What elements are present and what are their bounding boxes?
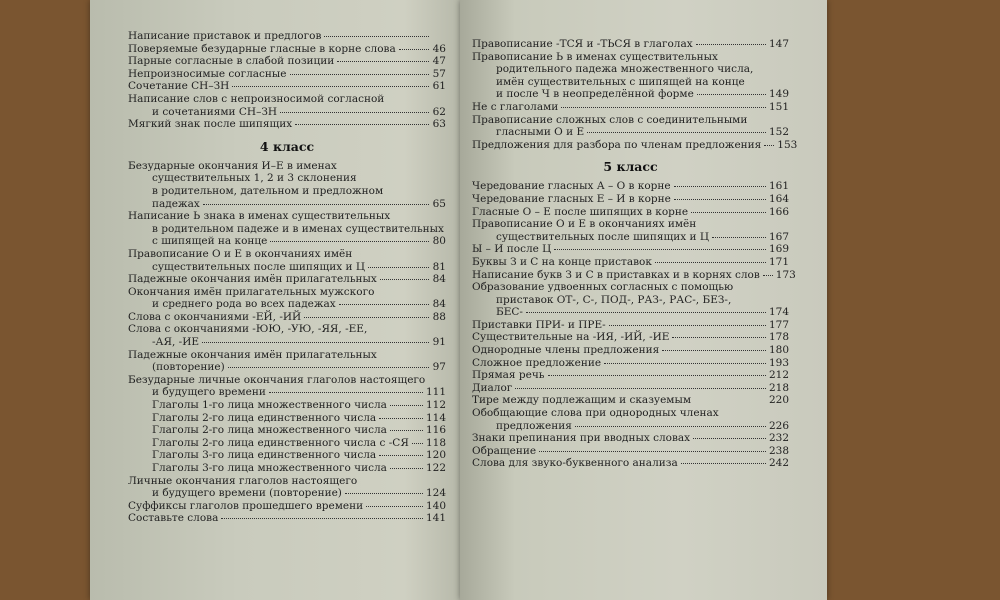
toc-entry xyxy=(128,374,446,399)
toc-entry xyxy=(128,475,446,500)
toc-entry xyxy=(128,248,446,273)
toc-entry xyxy=(472,319,789,332)
page-number: 212 xyxy=(768,369,789,382)
toc-entry-line: Обращение xyxy=(472,444,537,457)
toc-entry xyxy=(128,500,446,513)
dot-leader xyxy=(539,451,766,452)
toc-entry-last-line xyxy=(472,206,789,219)
dot-leader xyxy=(575,426,766,427)
toc-entry-line: родительного падежа множественного числа, xyxy=(496,63,754,76)
dot-leader xyxy=(368,267,429,268)
page-number: 151 xyxy=(768,100,789,113)
toc-entry-last-line xyxy=(128,198,446,211)
toc-entry-line: и будущего времени (повторение) xyxy=(152,487,342,500)
toc-entry-line: Безударные личные окончания глаголов настоящего xyxy=(128,373,426,386)
toc-entry xyxy=(128,210,446,248)
left-top-entries xyxy=(128,30,446,131)
page-number: 116 xyxy=(425,424,446,437)
toc-entry-line: Суффиксы глаголов прошедшего времени xyxy=(128,499,364,512)
dot-leader xyxy=(561,107,766,108)
toc-entry xyxy=(128,323,446,348)
page-number: 232 xyxy=(768,432,789,445)
toc-entry xyxy=(472,382,789,395)
toc-entry-last-line xyxy=(128,311,446,324)
toc-entry-last-line xyxy=(472,457,789,470)
dot-leader xyxy=(290,74,430,75)
dot-leader xyxy=(696,44,766,45)
dot-leader xyxy=(228,367,429,368)
toc-entry xyxy=(128,80,446,93)
page-number: 114 xyxy=(425,411,446,424)
page-number: 171 xyxy=(768,255,789,268)
toc-entry-last-line xyxy=(128,412,446,425)
toc-entry-last-line xyxy=(472,394,789,407)
toc-entry xyxy=(472,38,789,51)
toc-entry-last-line xyxy=(472,420,789,433)
toc-entry-last-line xyxy=(472,319,789,332)
toc-entry-line: Правописание сложных слов с соединительными xyxy=(472,113,748,126)
toc-entry-last-line xyxy=(128,512,446,525)
toc-entry-line: Написание слов с непроизносимой согласной xyxy=(128,92,385,105)
toc-entry-line: Глаголы 2-го лица единственного числа xyxy=(152,411,377,424)
toc-entry-line: Глаголы 2-го лица единственного числа с -СЯ xyxy=(152,436,409,449)
toc-entry-line: БЕС- xyxy=(496,306,523,319)
toc-entry-line: Правописание О и Е в окончаниях имён xyxy=(472,218,697,231)
toc-entry-last-line xyxy=(472,445,789,458)
toc-entry-last-line xyxy=(128,68,446,81)
page-number: 141 xyxy=(425,512,446,525)
dot-leader xyxy=(554,249,766,250)
page-number: 178 xyxy=(768,331,789,344)
page-number: 167 xyxy=(768,230,789,243)
toc-entry-line: Непроизносимые согласные xyxy=(128,67,287,80)
toc-entry-last-line xyxy=(128,261,446,274)
page-number: 88 xyxy=(432,310,446,323)
page-number: 84 xyxy=(432,273,446,286)
dot-leader xyxy=(345,493,423,494)
dot-leader xyxy=(712,237,766,238)
page-number: 122 xyxy=(425,462,446,474)
toc-entry-line: Правописание -ТСЯ и -ТЬСЯ в глаголах xyxy=(472,38,693,50)
toc-entry xyxy=(472,114,789,139)
toc-entry-last-line xyxy=(128,336,446,349)
toc-entry-last-line xyxy=(472,231,789,244)
toc-entry-line: Тире между подлежащим и сказуемым xyxy=(472,394,691,407)
toc-entry-last-line xyxy=(472,268,796,282)
page-number: 242 xyxy=(768,457,789,470)
toc-entry xyxy=(128,349,446,374)
toc-entry-line: и сочетаниями СН–ЗН xyxy=(152,105,278,118)
page-number: 164 xyxy=(768,192,789,205)
toc-entry-line: Буквы З и С на конце приставок xyxy=(472,255,652,268)
toc-entry xyxy=(128,512,446,525)
toc-entry-last-line xyxy=(472,306,789,319)
page-number: 152 xyxy=(768,126,789,139)
toc-entry xyxy=(472,369,789,382)
toc-entry-line: Диалог xyxy=(472,381,513,394)
page-number: 61 xyxy=(432,80,446,93)
toc-entry-line: Мягкий знак после шипящих xyxy=(128,118,293,131)
toc-entry-line: Глаголы 3-го лица единственного числа xyxy=(152,449,377,462)
toc-entry-line: Слова с окончаниями -ЮЮ, -УЮ, -ЯЯ, -ЕЕ, xyxy=(128,323,368,336)
toc-entry xyxy=(472,331,789,344)
toc-entry-line: предложения xyxy=(496,419,572,432)
toc-entry-line: Падежные окончания имён прилагательных xyxy=(128,273,377,286)
toc-entry-last-line xyxy=(128,80,446,93)
dot-leader xyxy=(655,262,766,263)
toc-entry-line: Написание Ь знака в именах существительных xyxy=(128,210,391,223)
dot-leader xyxy=(203,204,429,205)
toc-entry-line: Гласные О – Е после шипящих в корне xyxy=(472,205,689,218)
toc-entry-last-line xyxy=(128,118,446,131)
toc-entry xyxy=(128,118,446,131)
toc-entry-line: Чередование гласных Е – И в корне xyxy=(472,192,671,205)
toc-entry xyxy=(128,93,446,118)
toc-entry-line: Предложения для разбора по членам предложения xyxy=(472,138,762,151)
dot-leader xyxy=(681,463,766,464)
dot-leader xyxy=(202,342,429,343)
toc-entry xyxy=(472,101,789,114)
toc-entry-line: Правописание О и Е в окончаниях имён xyxy=(128,247,353,260)
toc-entry-last-line xyxy=(472,331,789,344)
toc-entry-last-line xyxy=(128,273,446,286)
page-number: 153 xyxy=(777,138,798,151)
toc-entry-line: Знаки препинания при вводных словах xyxy=(472,432,691,445)
toc-entry-line: Безударные окончания И–Е в именах xyxy=(128,159,337,172)
right-toc xyxy=(460,0,827,470)
page-number: 220 xyxy=(768,394,789,407)
toc-entry-line: Образование удвоенных согласных с помощью xyxy=(472,281,734,294)
page-number: 111 xyxy=(425,386,446,399)
dot-leader xyxy=(339,304,429,305)
toc-entry-line: приставок ОТ-, С-, ПОД-, РАЗ-, РАС-, БЕЗ-, xyxy=(496,293,732,306)
toc-entry xyxy=(472,138,798,152)
toc-entry-line: Глаголы 2-го лица множественного числа xyxy=(152,424,387,437)
toc-entry xyxy=(128,43,446,56)
page-number: 238 xyxy=(768,444,789,457)
toc-entry-line: в родительном, дательном и предложном xyxy=(152,184,384,197)
toc-entry xyxy=(472,281,789,319)
toc-entry-line: имён существительных с шипящей на конце xyxy=(496,75,745,88)
dot-leader xyxy=(672,337,765,338)
toc-entry-last-line xyxy=(472,193,789,206)
toc-entry-last-line xyxy=(128,500,446,513)
toc-entry-line: Обобщающие слова при однородных членах xyxy=(472,407,719,420)
toc-entry xyxy=(128,449,446,462)
dot-leader xyxy=(269,392,423,393)
toc-entry-line: Составьте слова xyxy=(128,512,219,525)
toc-entry xyxy=(472,218,789,243)
toc-entry-line: гласными О и Е xyxy=(496,126,585,139)
toc-entry-last-line xyxy=(472,88,789,101)
dot-leader xyxy=(662,350,766,351)
page-number: 124 xyxy=(425,487,446,500)
toc-entry-last-line xyxy=(128,399,446,412)
right-page xyxy=(460,0,827,600)
toc-entry-line: существительных после шипящих и Ц xyxy=(152,260,365,273)
toc-entry-last-line xyxy=(472,38,789,51)
dot-leader xyxy=(324,36,429,37)
toc-entry-last-line xyxy=(128,424,446,437)
page-number: 177 xyxy=(768,318,789,331)
toc-entry xyxy=(472,206,789,219)
page-number: 47 xyxy=(432,55,446,68)
toc-entry-line: (повторение) xyxy=(152,361,225,374)
toc-entry-line: Существительные на -ИЯ, -ИЙ, -ИЕ xyxy=(472,331,670,344)
toc-entry-last-line xyxy=(128,487,446,500)
toc-entry xyxy=(472,193,789,206)
dot-leader xyxy=(399,49,429,50)
dot-leader xyxy=(304,317,429,318)
dot-leader xyxy=(232,86,429,87)
toc-entry-line: существительных 1, 2 и 3 склонения xyxy=(152,172,357,185)
toc-entry xyxy=(472,243,789,256)
dot-leader xyxy=(390,405,423,406)
toc-entry xyxy=(128,30,446,43)
page-number: 169 xyxy=(768,243,789,256)
toc-entry xyxy=(472,457,789,470)
dot-leader xyxy=(691,212,766,213)
toc-entry-line: падежах xyxy=(152,197,200,210)
toc-entry xyxy=(128,462,446,475)
dot-leader xyxy=(366,506,423,507)
section-title-grade-5: 5 класс xyxy=(603,159,658,175)
dot-leader xyxy=(280,112,429,113)
page-number: 161 xyxy=(768,180,789,193)
toc-entry-line: Написание букв З и С в приставках и в корнях слов xyxy=(472,268,760,281)
toc-entry-line: Чередование гласных А – О в корне xyxy=(472,180,671,193)
toc-entry xyxy=(472,51,789,101)
toc-entry-last-line xyxy=(472,126,789,139)
toc-entry xyxy=(128,437,446,450)
toc-entry-last-line xyxy=(472,101,789,114)
page-number: 97 xyxy=(432,361,446,374)
toc-entry xyxy=(128,412,446,425)
toc-entry-last-line xyxy=(472,138,798,152)
dot-leader xyxy=(270,241,429,242)
toc-entry-line: Написание приставок и предлогов xyxy=(128,30,322,42)
toc-entry xyxy=(472,394,789,407)
toc-entry-line: с шипящей на конце xyxy=(152,235,268,248)
page-number: 226 xyxy=(768,419,789,432)
toc-entry-last-line xyxy=(128,106,446,119)
page-number: 174 xyxy=(768,306,789,319)
toc-entry xyxy=(128,424,446,437)
left-page xyxy=(90,0,460,600)
dot-leader xyxy=(515,388,766,389)
toc-entry-last-line xyxy=(128,30,446,43)
page-number: 118 xyxy=(425,436,446,449)
toc-entry-line: Окончания имён прилагательных мужского xyxy=(128,285,375,298)
toc-entry-line: Глаголы 1-го лица множественного числа xyxy=(152,399,387,412)
page-number: 166 xyxy=(768,205,789,218)
toc-entry-last-line xyxy=(472,256,789,269)
toc-entry-line: Слова с окончаниями -ЕЙ, -ИЙ xyxy=(128,310,302,323)
page-number: 218 xyxy=(768,381,789,394)
toc-entry-last-line xyxy=(472,243,789,256)
toc-entry-line: Сочетание СН–ЗН xyxy=(128,80,230,93)
toc-entry-line: Личные окончания глаголов настоящего xyxy=(128,474,358,487)
toc-entry-last-line xyxy=(128,235,446,248)
page-number: 173 xyxy=(775,268,796,281)
toc-entry-line: Парные согласные в слабой позиции xyxy=(128,55,335,68)
dot-leader xyxy=(221,518,423,519)
toc-entry-last-line xyxy=(128,55,446,68)
dot-leader xyxy=(337,61,429,62)
dot-leader xyxy=(390,468,423,469)
toc-entry-last-line xyxy=(128,437,446,450)
toc-entry xyxy=(128,55,446,68)
toc-entry-last-line xyxy=(128,361,446,374)
dot-leader xyxy=(295,124,429,125)
dot-leader xyxy=(587,132,766,133)
toc-entry-line: Сложное предложение xyxy=(472,356,602,369)
toc-entry-last-line xyxy=(128,298,446,311)
toc-entry-line: Слова для звуко-буквенного анализа xyxy=(472,457,678,470)
dot-leader xyxy=(609,325,766,326)
dot-leader xyxy=(763,275,773,276)
page-number: 149 xyxy=(768,88,789,101)
dot-leader xyxy=(526,312,766,313)
toc-entry-last-line xyxy=(472,344,789,357)
toc-entry-line: Поверяемые безударные гласные в корне слова xyxy=(128,42,396,55)
left-toc xyxy=(90,0,460,525)
toc-entry-line: Ы – И после Ц xyxy=(472,243,552,256)
toc-entry xyxy=(128,399,446,412)
page-number: 62 xyxy=(432,105,446,118)
page-number: 84 xyxy=(432,298,446,311)
dot-leader xyxy=(390,430,423,431)
toc-entry xyxy=(472,256,789,269)
page-number: 112 xyxy=(425,399,446,412)
page-number: 46 xyxy=(432,42,446,55)
toc-entry-line: и после Ч в неопределённой форме xyxy=(496,88,694,101)
right-entries xyxy=(472,180,796,470)
toc-entry xyxy=(472,268,796,282)
dot-leader xyxy=(379,455,423,456)
toc-entry xyxy=(472,407,789,432)
left-entries xyxy=(128,160,446,525)
toc-entry-line: существительных после шипящих и Ц xyxy=(496,230,709,243)
toc-entry xyxy=(128,286,446,311)
dot-leader xyxy=(548,375,766,376)
right-top-entries xyxy=(472,38,798,151)
toc-entry xyxy=(472,180,789,193)
dot-leader xyxy=(674,186,766,187)
toc-entry xyxy=(128,311,446,324)
toc-entry-line: и будущего времени xyxy=(152,386,266,399)
page-number: 120 xyxy=(425,449,446,462)
toc-entry-line: -АЯ, -ИЕ xyxy=(152,336,200,349)
dot-leader xyxy=(379,418,423,419)
page-number: 65 xyxy=(432,197,446,210)
toc-entry xyxy=(128,273,446,286)
toc-entry-line: Падежные окончания имён прилагательных xyxy=(128,348,377,361)
toc-entry-line: Прямая речь xyxy=(472,369,545,382)
toc-entry-line: Глаголы 3-го лица множественного числа xyxy=(152,462,387,474)
page-number: 81 xyxy=(432,260,446,273)
page-number: 140 xyxy=(425,499,446,512)
toc-entry xyxy=(128,68,446,81)
toc-entry-last-line xyxy=(128,43,446,56)
page-number: 193 xyxy=(768,356,789,369)
toc-entry xyxy=(472,432,789,445)
toc-entry-last-line xyxy=(472,382,789,395)
page-number: 80 xyxy=(432,235,446,248)
toc-entry-line: в родительном падеже и в именах существительных xyxy=(152,222,444,235)
dot-leader xyxy=(604,363,766,364)
dot-leader xyxy=(412,443,423,444)
toc-entry-last-line xyxy=(128,386,446,399)
dot-leader xyxy=(674,199,766,200)
toc-entry-last-line xyxy=(128,449,446,462)
toc-entry xyxy=(128,160,446,210)
toc-entry xyxy=(472,344,789,357)
page-number: 91 xyxy=(432,336,446,349)
toc-entry-last-line xyxy=(472,432,789,445)
toc-entry-line: и среднего рода во всех падежах xyxy=(152,298,336,311)
dot-leader xyxy=(380,279,429,280)
toc-entry-line: Однородные члены предложения xyxy=(472,344,660,357)
toc-entry-last-line xyxy=(472,180,789,193)
page-number: 63 xyxy=(432,118,446,131)
toc-entry-line: Приставки ПРИ- и ПРЕ- xyxy=(472,318,606,331)
dot-leader xyxy=(764,145,774,146)
toc-entry-line: Не с глаголами xyxy=(472,100,559,113)
page-number: 180 xyxy=(768,344,789,357)
toc-entry-line: Правописание Ь в именах существительных xyxy=(472,50,718,63)
toc-entry xyxy=(472,445,789,458)
page-number: 57 xyxy=(432,67,446,80)
dot-leader xyxy=(693,438,766,439)
toc-entry-last-line xyxy=(472,357,789,370)
page-number: 147 xyxy=(768,38,789,50)
dot-leader xyxy=(697,94,766,95)
toc-entry-last-line xyxy=(128,462,446,475)
toc-entry-last-line xyxy=(472,369,789,382)
toc-entry xyxy=(472,357,789,370)
section-title-grade-4: 4 класс xyxy=(259,138,315,154)
